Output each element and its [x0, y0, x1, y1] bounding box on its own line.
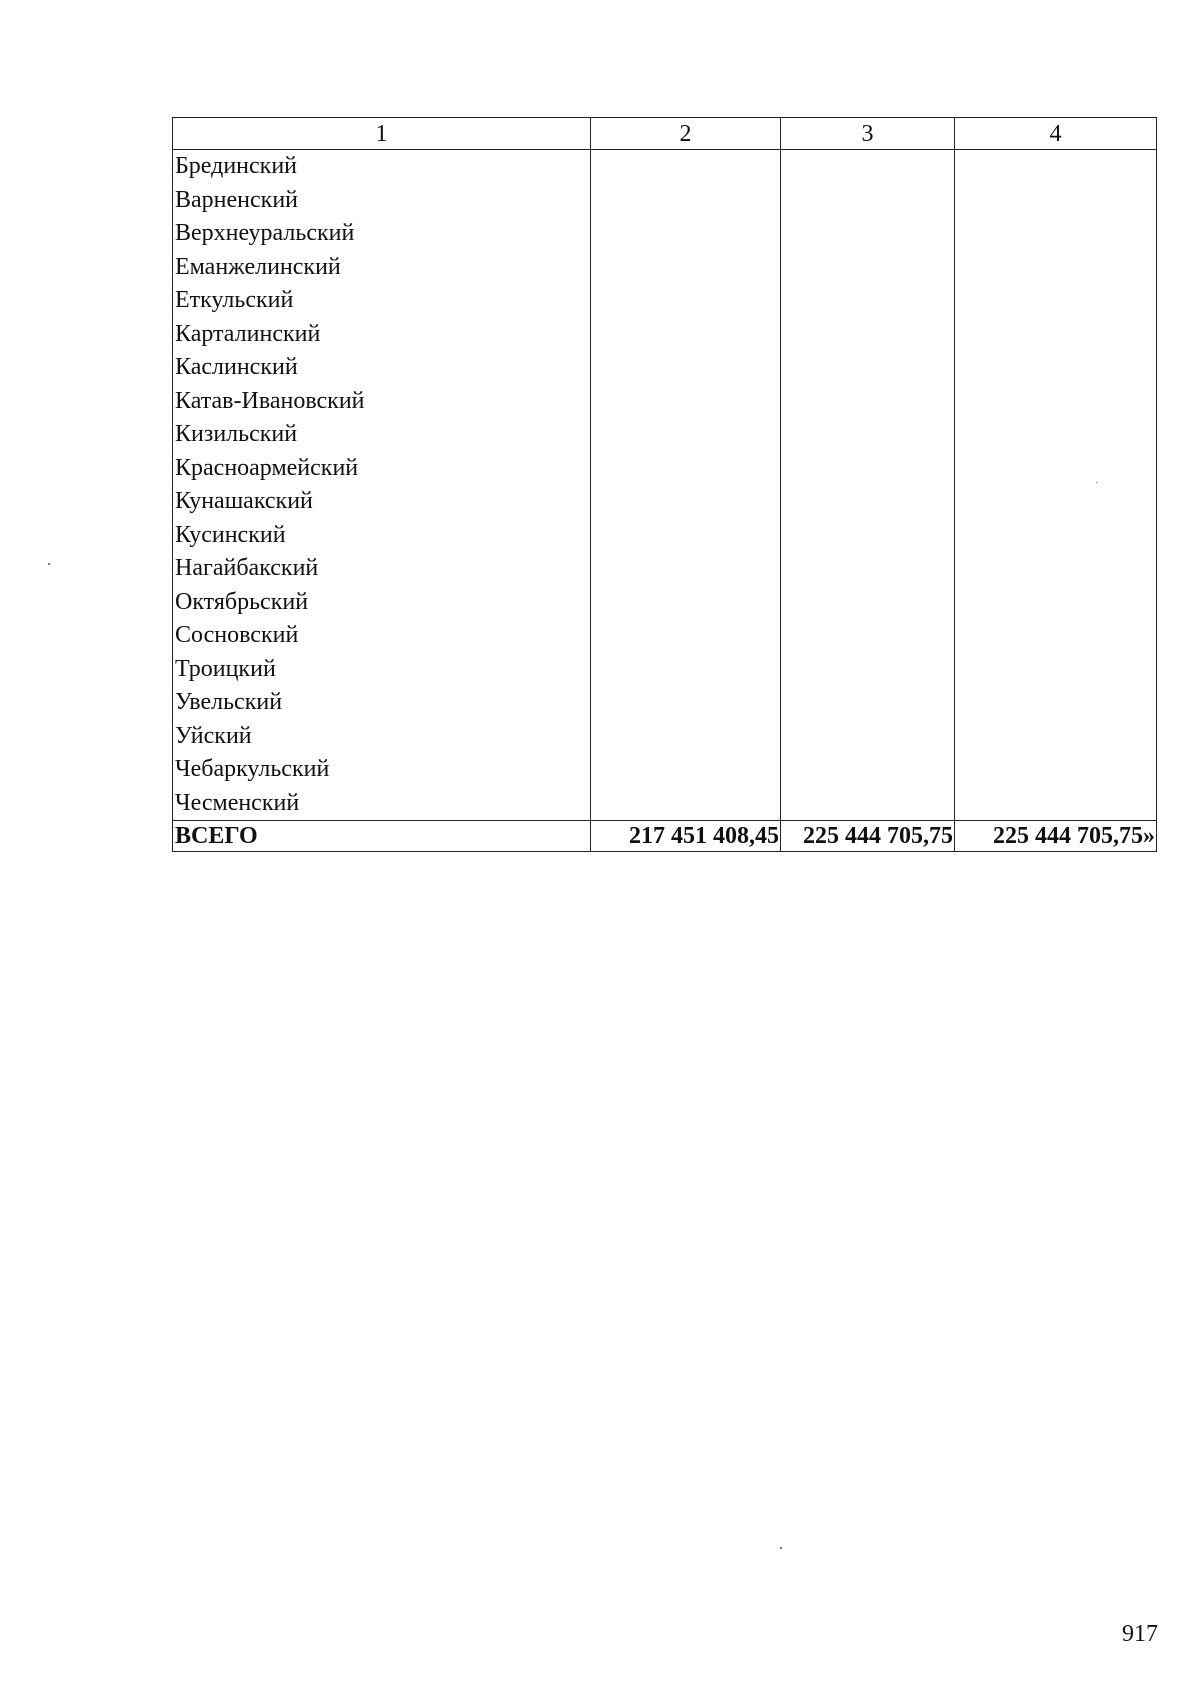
district-name: Троицкий [173, 653, 591, 687]
empty-cell-col-4 [955, 586, 1157, 620]
district-name: Кизильский [173, 418, 591, 452]
empty-cell-col-3 [781, 519, 955, 553]
table-row [173, 452, 1157, 486]
empty-cell-col-2 [591, 385, 781, 419]
table-row [173, 653, 1157, 687]
total-col-3: 225 444 705,75 [781, 821, 955, 852]
header-col-3: 3 [781, 118, 955, 150]
empty-cell-col-2 [591, 686, 781, 720]
scan-speck [780, 1547, 782, 1549]
empty-cell-col-3 [781, 485, 955, 519]
empty-cell-col-4 [955, 552, 1157, 586]
district-name: Варненский [173, 184, 591, 218]
table-row [173, 318, 1157, 352]
empty-cell-col-4 [955, 418, 1157, 452]
empty-cell-col-3 [781, 720, 955, 754]
table-header-row [173, 118, 1157, 150]
district-name: Уйский [173, 720, 591, 754]
district-name: Верхнеуральский [173, 217, 591, 251]
empty-cell-col-2 [591, 217, 781, 251]
header-col-1: 1 [173, 118, 591, 150]
empty-cell-col-4 [955, 619, 1157, 653]
empty-cell-col-3 [781, 787, 955, 821]
district-name: Карталинский [173, 318, 591, 352]
district-name: Брединский [173, 150, 591, 184]
empty-cell-col-3 [781, 753, 955, 787]
empty-cell-col-2 [591, 720, 781, 754]
table-row [173, 720, 1157, 754]
empty-cell-col-4 [955, 284, 1157, 318]
total-label: ВСЕГО [173, 821, 591, 852]
table-row [173, 552, 1157, 586]
empty-cell-col-3 [781, 653, 955, 687]
empty-cell-col-4 [955, 385, 1157, 419]
district-name: Нагайбакский [173, 552, 591, 586]
empty-cell-col-3 [781, 184, 955, 218]
scan-speck [48, 563, 50, 565]
empty-cell-col-4 [955, 251, 1157, 285]
empty-cell-col-4 [955, 686, 1157, 720]
empty-cell-col-3 [781, 452, 955, 486]
header-col-4: 4 [955, 118, 1157, 150]
empty-cell-col-3 [781, 418, 955, 452]
district-name: Сосновский [173, 619, 591, 653]
district-table [172, 117, 1157, 852]
empty-cell-col-4 [955, 653, 1157, 687]
table-row [173, 686, 1157, 720]
empty-cell-col-2 [591, 284, 781, 318]
district-name: Катав-Ивановский [173, 385, 591, 419]
empty-cell-col-2 [591, 619, 781, 653]
table-row [173, 619, 1157, 653]
table-row [173, 787, 1157, 821]
empty-cell-col-3 [781, 686, 955, 720]
empty-cell-col-2 [591, 351, 781, 385]
district-name: Чебаркульский [173, 753, 591, 787]
empty-cell-col-4 [955, 351, 1157, 385]
table-row [173, 418, 1157, 452]
empty-cell-col-2 [591, 787, 781, 821]
empty-cell-col-3 [781, 552, 955, 586]
total-row [173, 821, 1157, 852]
district-name: Октябрьский [173, 586, 591, 620]
district-name: Кусинский [173, 519, 591, 553]
empty-cell-col-3 [781, 318, 955, 352]
table-row [173, 586, 1157, 620]
table-row [173, 519, 1157, 553]
table-row [173, 385, 1157, 419]
empty-cell-col-2 [591, 653, 781, 687]
page-number: 917 [1122, 1621, 1158, 1647]
empty-cell-col-2 [591, 586, 781, 620]
empty-cell-col-2 [591, 150, 781, 184]
table-row [173, 351, 1157, 385]
empty-cell-col-4 [955, 753, 1157, 787]
empty-cell-col-3 [781, 217, 955, 251]
district-name: Чесменский [173, 787, 591, 821]
table-row [173, 217, 1157, 251]
empty-cell-col-3 [781, 619, 955, 653]
empty-cell-col-3 [781, 351, 955, 385]
district-name: Красноармейский [173, 452, 591, 486]
table-row [173, 753, 1157, 787]
empty-cell-col-4 [955, 787, 1157, 821]
empty-cell-col-3 [781, 385, 955, 419]
empty-cell-col-2 [591, 753, 781, 787]
table-row [173, 184, 1157, 218]
empty-cell-col-3 [781, 586, 955, 620]
district-name: Еманжелинский [173, 251, 591, 285]
empty-cell-col-3 [781, 284, 955, 318]
empty-cell-col-2 [591, 552, 781, 586]
district-name: Увельский [173, 686, 591, 720]
table-row [173, 251, 1157, 285]
total-col-2: 217 451 408,45 [591, 821, 781, 852]
empty-cell-col-4 [955, 184, 1157, 218]
empty-cell-col-2 [591, 485, 781, 519]
district-name: Еткульский [173, 284, 591, 318]
district-name: Каслинский [173, 351, 591, 385]
empty-cell-col-4 [955, 217, 1157, 251]
empty-cell-col-4 [955, 720, 1157, 754]
empty-cell-col-4 [955, 485, 1157, 519]
empty-cell-col-4 [955, 452, 1157, 486]
empty-cell-col-2 [591, 418, 781, 452]
empty-cell-col-3 [781, 150, 955, 184]
table-row [173, 284, 1157, 318]
empty-cell-col-3 [781, 251, 955, 285]
total-col-4: 225 444 705,75» [955, 821, 1157, 852]
empty-cell-col-2 [591, 318, 781, 352]
empty-cell-col-4 [955, 519, 1157, 553]
district-name: Кунашакский [173, 485, 591, 519]
scan-speck [1096, 482, 1097, 483]
empty-cell-col-2 [591, 184, 781, 218]
empty-cell-col-4 [955, 318, 1157, 352]
empty-cell-col-4 [955, 150, 1157, 184]
empty-cell-col-2 [591, 251, 781, 285]
table-row [173, 150, 1157, 184]
header-col-2: 2 [591, 118, 781, 150]
table-row [173, 485, 1157, 519]
empty-cell-col-2 [591, 519, 781, 553]
empty-cell-col-2 [591, 452, 781, 486]
